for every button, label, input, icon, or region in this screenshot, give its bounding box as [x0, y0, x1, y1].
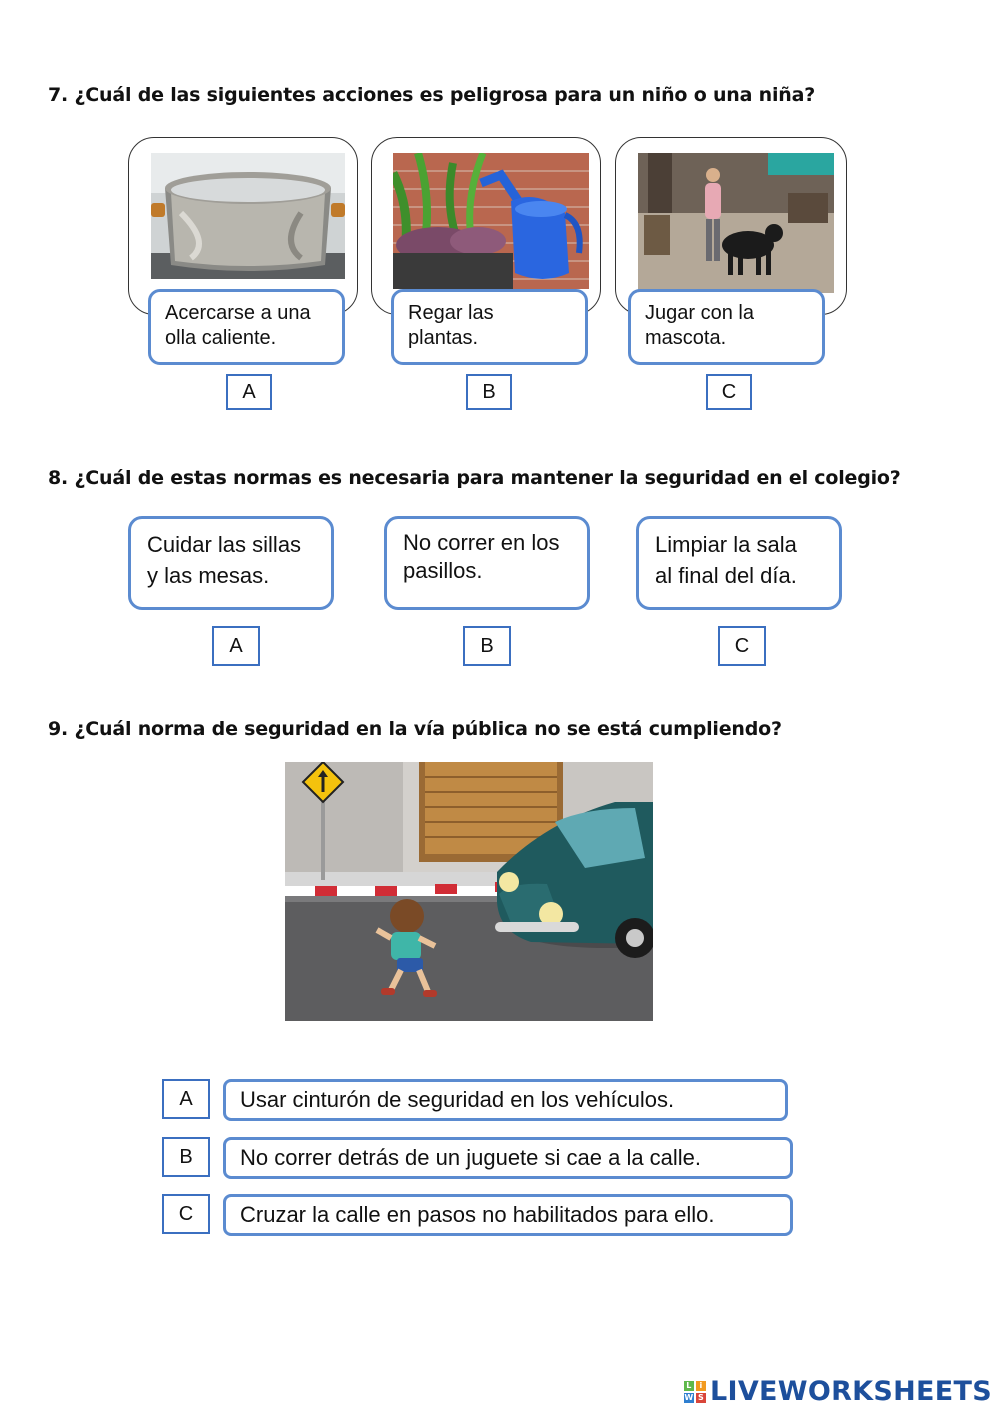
rule-option-b-line1: No correr en los: [403, 530, 560, 555]
street-option-c-text: Cruzar la calle en pasos no habilitados para ello.: [223, 1194, 793, 1236]
option-caption-a-line2: olla caliente.: [165, 327, 277, 349]
liveworksheets-logo-icon: [684, 1381, 706, 1403]
option-a-selector[interactable]: A: [226, 374, 272, 410]
option-caption-b-line2: plantas.: [408, 327, 479, 349]
rule-option-c-line2: al final del día.: [655, 563, 797, 588]
street-option-b-selector[interactable]: B: [162, 1137, 210, 1177]
dog-walk-photo: [638, 153, 834, 293]
question-8-title: 8. ¿Cuál de estas normas es necesaria para mantener la seguridad en el colegio?: [48, 467, 901, 489]
street-option-b-text: No correr detrás de un juguete si cae a la calle.: [223, 1137, 793, 1179]
rule-option-a-line2: y las mesas.: [147, 563, 270, 588]
hot-pot-photo: [151, 153, 345, 279]
question-9-title: 9. ¿Cuál norma de seguridad en la vía pública no se está cumpliendo?: [48, 718, 782, 740]
liveworksheets-logo-text: LIVEWORKSHEETS: [709, 1376, 992, 1407]
rule-option-b: [384, 516, 590, 610]
street-option-c-selector[interactable]: C: [162, 1194, 210, 1234]
option-caption-b-line1: Regar las: [408, 302, 494, 324]
rule-c-selector[interactable]: C: [718, 626, 766, 666]
rule-option-b-line2: pasillos.: [403, 558, 483, 583]
street-option-a-text: Usar cinturón de seguridad en los vehículos.: [223, 1079, 788, 1121]
liveworksheets-logo[interactable]: [684, 1376, 992, 1407]
logo-mark-l: L: [684, 1381, 694, 1391]
option-caption-c-line1: Jugar con la: [645, 302, 754, 324]
watering-plants-photo: [393, 153, 589, 289]
option-caption-a-line1: Acercarse a una: [165, 302, 311, 324]
logo-mark-i: i: [696, 1381, 706, 1391]
question-7-title: 7. ¿Cuál de las siguientes acciones es peligrosa para un niño o una niña?: [48, 84, 816, 106]
option-caption-c-line2: mascota.: [645, 327, 727, 349]
rule-a-selector[interactable]: A: [212, 626, 260, 666]
rule-option-c: [636, 516, 842, 610]
option-caption-b: [391, 289, 588, 365]
option-caption-a: [148, 289, 345, 365]
option-b-selector[interactable]: B: [466, 374, 512, 410]
option-c-selector[interactable]: C: [706, 374, 752, 410]
rule-option-a-line1: Cuidar las sillas: [147, 532, 302, 557]
logo-mark-w: W: [684, 1392, 694, 1402]
option-caption-c: [628, 289, 825, 365]
rule-option-a: [128, 516, 334, 610]
rule-b-selector[interactable]: B: [463, 626, 511, 666]
logo-mark-s: S: [697, 1392, 704, 1402]
child-crossing-street-illustration: [285, 762, 653, 1021]
rule-option-c-line1: Limpiar la sala: [655, 532, 797, 557]
street-option-a-selector[interactable]: A: [162, 1079, 210, 1119]
